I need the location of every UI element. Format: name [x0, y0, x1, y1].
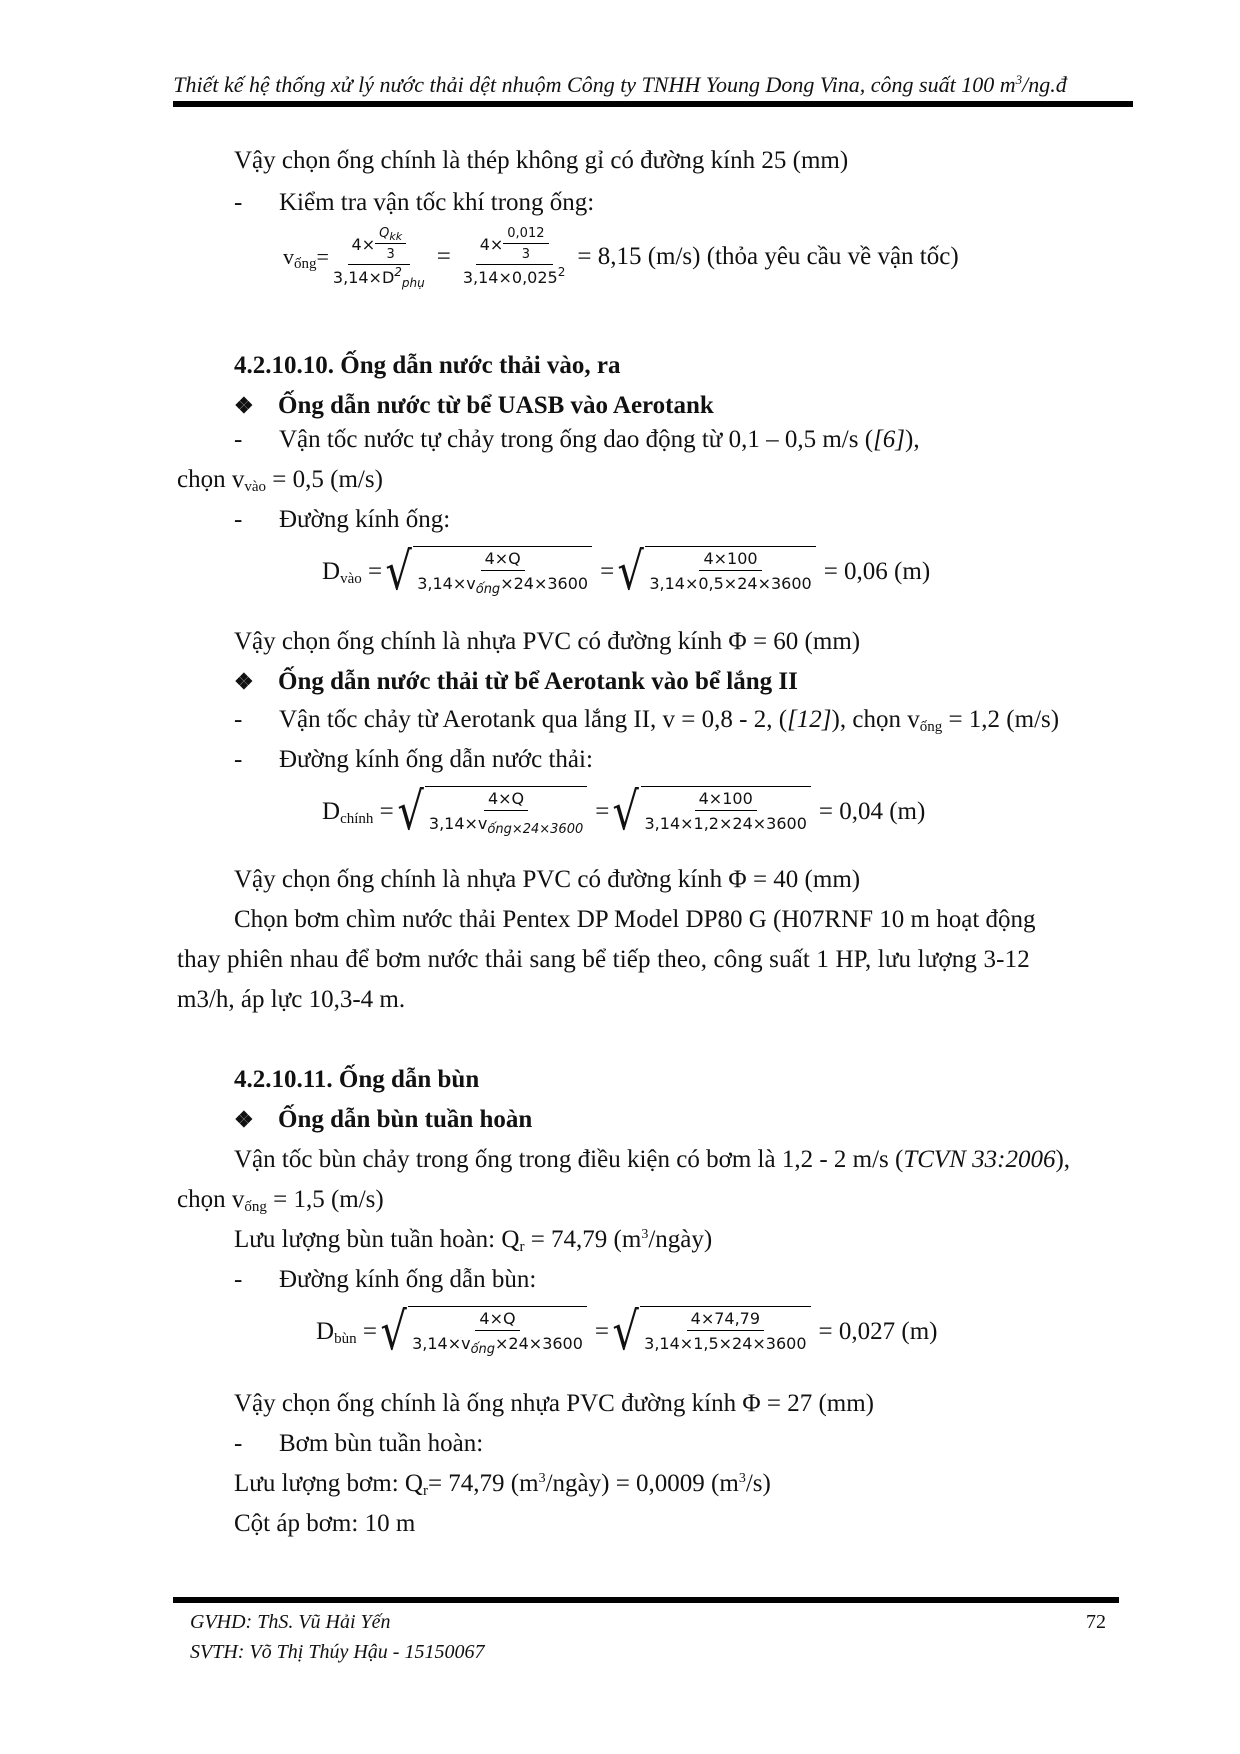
sub-heading: ❖ Ống dẫn bùn tuần hoàn [234, 1106, 533, 1133]
footer-supervisor: GVHD: ThS. Vũ Hải Yến [190, 1611, 391, 1633]
paragraph: Vậy chọn ống chính là nhựa PVC có đường kính Φ = 40 (mm) [234, 866, 861, 893]
sqrt-icon: √ [612, 782, 640, 842]
header-rule [173, 101, 1133, 107]
section-heading: 4.2.10.10. Ống dẫn nước thải vào, ra [234, 352, 621, 379]
paragraph-line: m3/h, áp lực 10,3-4 m. [177, 986, 406, 1013]
formula-d-bun: Dbùn = √ $\frac{4\times Q}{3,14\times v_{ống}\times 24\times 3600}$ = √ $\frac{4\times 74,79}{3,14\times 1,5\times 24\times 3600}$ = 0,027 (m) [316, 1302, 938, 1362]
paragraph: Lưu lượng bùn tuần hoàn: Qr = 74,79 $(m^3/ngày)$ [234, 1226, 713, 1255]
sqrt-icon: √ [397, 782, 424, 842]
diamond-bullet-icon: ❖ [234, 393, 254, 418]
sqrt-icon: √ [380, 1302, 407, 1362]
paragraph: chọn vvào = 0,5 (m/s) [177, 466, 383, 495]
sqrt-icon: √ [385, 542, 412, 602]
formula-d-vao: Dvào = √ $\frac{4\times Q}{3,14\times v_{ống}\times 24\times 3600}$ = √ $\frac{4\times 100}{3,14\times 0,5\times 24\times 3600}$ = 0,06 (m) [322, 542, 931, 602]
list-item: - Đường kính ống dẫn nước thải: [234, 746, 593, 773]
list-item: - Đường kính ống: [234, 506, 451, 533]
page-number: 72 [1086, 1611, 1106, 1633]
running-header: Thiết kế hệ thống xử lý nước thải dệt nhuộm Công ty TNHH Young Dong Vina, công suất 100 $m^3/ng.đ$ [173, 72, 1067, 97]
list-item: - Bơm bùn tuần hoàn: [234, 1430, 484, 1457]
paragraph: Vậy chọn ống chính là nhựa PVC có đường kính Φ = 60 (mm) [234, 628, 861, 655]
sqrt-icon: √ [617, 542, 645, 602]
section-heading: 4.2.10.11. Ống dẫn bùn [234, 1066, 480, 1093]
paragraph: chọn vống = 1,5 (m/s) [177, 1186, 384, 1215]
diamond-bullet-icon: ❖ [234, 669, 254, 694]
sub-heading: ❖ Ống dẫn nước từ bể UASB vào Aerotank [234, 392, 714, 419]
sub-heading: ❖ Ống dẫn nước thải từ bể Aerotank vào bể lắng II [234, 668, 798, 695]
list-item: - Đường kính ống dẫn bùn: [234, 1266, 537, 1293]
list-item: - Kiểm tra vận tốc khí trong ống: [234, 189, 595, 216]
paragraph-line: Chọn bơm chìm nước thải Pentex DP Model DP80 G (H07RNF 10 m hoạt động [234, 906, 1036, 933]
paragraph: Vận tốc bùn chảy trong ống trong điều kiện có bơm là 1,2 - 2 m/s (TCVN 33:2006), [234, 1146, 1071, 1173]
footer-student: SVTH: Võ Thị Thúy Hậu - 15150067 [190, 1641, 485, 1663]
sqrt-icon: √ [612, 1302, 639, 1362]
paragraph: Vậy chọn ống chính là thép không gỉ có đường kính 25 (mm) [234, 147, 849, 174]
list-item: - Vận tốc nước tự chảy trong ống dao động từ 0,1 – 0,5 m/s ([6]), [234, 426, 920, 453]
paragraph: Vậy chọn ống chính là ống nhựa PVC đường kính Φ = 27 (mm) [234, 1390, 874, 1417]
paragraph-line: thay phiên nhau để bơm nước thải sang bể tiếp theo, công suất 1 HP, lưu lượng 3-12 [177, 946, 1030, 973]
list-item: - Vận tốc chảy từ Aerotank qua lắng II, v = 0,8 - 2, ([12]), chọn vống = 1,2 (m/s) [234, 706, 1060, 735]
paragraph: Cột áp bơm: 10 m [234, 1510, 416, 1537]
paragraph: Lưu lượng bơm: Qr= 74,79 $(m^3/ngày) = 0,0009$ $(m^3/s)$ [234, 1470, 771, 1499]
diamond-bullet-icon: ❖ [234, 1107, 254, 1132]
formula-d-chinh: Dchính = √ $\frac{4\times Q}{3,14\times v_{ống\times 24\times 3600}}$ = √ $\frac{4\times 100}{3,14\times 1,2\times 24\times 3600}$ = 0,04 (m) [322, 782, 926, 842]
formula-v-ong: vống= 4× $\frac{Q_{kk}}{3}$ $3,14\times D^2_{phụ}$ = 4× $\frac{0,012}{3}$ $3,14\times 0,025^2$ = 8,15 (m/s) (thỏa yêu cầu về vận tốc) [283, 226, 959, 290]
footer-rule [173, 1597, 1119, 1603]
